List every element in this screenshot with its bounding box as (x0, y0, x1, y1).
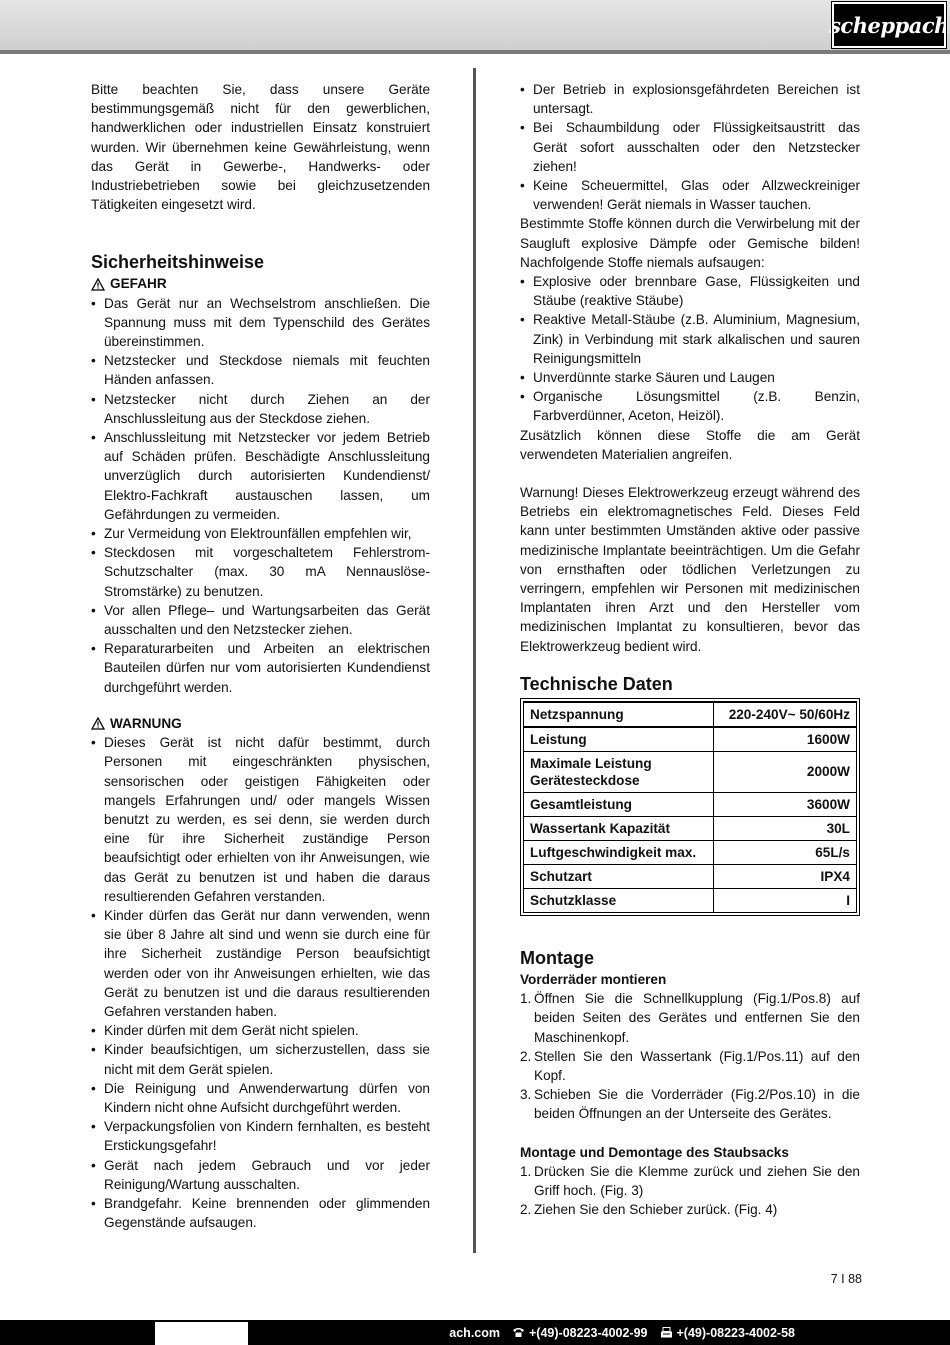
list-item: • Unverdünnte starke Säuren und Laugen (520, 370, 775, 386)
spec-label: Wassertank Kapazität (524, 816, 714, 840)
table-row (524, 888, 857, 912)
page-number: 7 I 88 (830, 1272, 862, 1286)
footer-website[interactable]: ach.com (449, 1325, 500, 1340)
list-item: • Das Gerät nur an Wechselstrom anschließen. Die Spannung muss mit dem Typenschild des Gerätes übereinstimmen. (91, 295, 430, 350)
warning-triangle-icon (91, 278, 105, 291)
operation-list (520, 80, 860, 214)
table-row (524, 840, 857, 864)
spec-label: Leistung (524, 727, 714, 752)
footer-contact (0, 1320, 950, 1345)
right-column (520, 80, 860, 1219)
list-item: 1. Drücken Sie die Klemme zurück und ziehen Sie den Griff hoch. (Fig. 3) (520, 1163, 860, 1198)
list-item: • Gerät nach jedem Gebrauch und vor jeder Reinigung/Wartung ausschalten. (91, 1157, 430, 1192)
footer-fax[interactable]: +(49)-08223-4002-58 (676, 1325, 795, 1340)
dustbag-heading: Montage und Demontage des Staubsacks (520, 1144, 789, 1160)
phone-icon (512, 1327, 525, 1338)
list-item: • Explosive oder brennbare Gase, Flüssigkeiten und Stäube (reaktive Stäube) (520, 274, 860, 309)
list-item: • Die Reinigung und Anwenderwartung dürfen von Kindern nicht ohne Aufsicht durchgeführt werden. (91, 1080, 430, 1115)
footer-fax-group (660, 1326, 796, 1340)
list-item: • Steckdosen mit vorgeschaltetem Fehlerstrom-Schutzschalter (max. 30 mA Nennauslöse-Stromstärke) zu benutzen. (91, 545, 430, 599)
danger-label: GEFAHR (110, 276, 167, 292)
list-item: • Dieses Gerät ist nicht dafür bestimmt, durch Personen mit eingeschränkten physischen, sensorischen oder geistigen Fähigkeiten oder mangels Erfahrungen und/ oder mangels Wissen benutzt zu werden, es sei denn, sie werden durch eine für ihre Sicherheit zuständige Person beaufsichtigt oder erhielten von ihr Anweisungen, wie das Gerät zu benutzen ist und haben die daraus resultierenden Gefahren verstanden. (91, 735, 430, 904)
table-row (524, 816, 857, 840)
column-divider (473, 68, 476, 1253)
spec-value: 3600W (714, 792, 857, 816)
list-item: • Zur Vermeidung von Elektrounfällen empfehlen wir, (91, 526, 412, 542)
list-item: • Kinder dürfen das Gerät nur dann verwenden, wenn sie über 8 Jahre alt sind und wenn sie durch eine für ihre Sicherheit zuständige Person beaufsichtigt werden oder von ihr Anweisungen erhielten, wie das Gerät zu benutzen ist und die daraus resultierenden Gefahren verstanden haben. (91, 907, 430, 1019)
assembly-title: Montage (520, 947, 594, 968)
list-item: 3. Schieben Sie die Vorderräder (Fig.2/Pos.10) in die beiden Öffnungen an der Unterseite des Gerätes. (520, 1087, 860, 1122)
scheppach-logo (829, 2, 949, 48)
danger-list (91, 294, 430, 697)
list-item: 1. Öffnen Sie die Schnellkupplung (Fig.1/Pos.8) auf beiden Seiten des Gerätes und entfernen Sie den Maschinenkopf. (520, 991, 860, 1045)
table-row (524, 727, 857, 752)
list-item: 2. Stellen Sie den Wassertank (Fig.1/Pos.11) auf den Kopf. (520, 1048, 860, 1083)
spec-value: 65L/s (714, 840, 857, 864)
list-item: 2. Ziehen Sie den Schieber zurück. (Fig. 4) (520, 1202, 778, 1218)
substances-note: Zusätzlich können diese Stoffe die am Gerät verwendeten Materialien angreifen. (520, 427, 860, 462)
spec-value: IPX4 (714, 864, 857, 888)
spec-label: Schutzart (524, 864, 714, 888)
em-warning-paragraph: Warnung! Dieses Elektrowerkzeug erzeugt während des Betriebs ein elektromagnetisches Feld. Dieses Feld kann unter bestimmten Umständen aktive oder passive medizinische Implantate beeinträchtigen. Um die Gefahr von ernsthaften oder tödlichen Verletzungen zu verringern, empfehlen wir Personen mit medizinischen Implantaten ihren Arzt und den Hersteller vom medizinischen Implantat zu konsultieren, bevor das Elektrowerkzeug bedient wird. (520, 485, 860, 654)
dustbag-steps (520, 1162, 860, 1220)
list-item: • Der Betrieb in explosionsgefährdeten Bereichen ist untersagt. (520, 82, 860, 117)
substances-list (520, 272, 860, 426)
spec-label: Gesamtleistung (524, 792, 714, 816)
substances-intro: Bestimmte Stoffe können durch die Verwirbelung mit der Saugluft explosive Dämpfe oder Gemische bilden! Nachfolgende Stoffe niemals aufsaugen: (520, 216, 860, 270)
footer-phone[interactable]: +(49)-08223-4002-99 (529, 1325, 648, 1340)
footer-phone-group (512, 1326, 648, 1340)
list-item: • Kinder beaufsichtigen, um sicherzustellen, dass sie nicht mit dem Gerät spielen. (91, 1042, 430, 1077)
list-item: • Vor allen Pflege– und Wartungsarbeiten das Gerät ausschalten und den Netzstecker ziehen. (91, 602, 430, 638)
table-row (524, 792, 857, 816)
list-item: • Reparaturarbeiten und Arbeiten an elektrischen Bauteilen dürfen nur vom autorisierten Kundendienst durchgeführt werden. (91, 641, 430, 695)
list-item: • Keine Scheuermittel, Glas oder Allzweckreiniger verwenden! Gerät niemals in Wasser tauchen. (520, 178, 860, 213)
list-item: • Reaktive Metall-Stäube (z.B. Aluminium, Magnesium, Zink) in Verbindung mit stark alkalischen und sauren Reinigungsmitteln (520, 312, 860, 366)
safety-title: Sicherheitshinweise (91, 252, 265, 273)
spec-value: 30L (714, 816, 857, 840)
list-item: • Kinder dürfen mit dem Gerät nicht spielen. (91, 1023, 359, 1039)
intro-paragraph: Bitte beachten Sie, dass unsere Geräte bestimmungsgemäß nicht für den gewerblichen, handwerklichen oder industriellen Einsatz konstruiert wurden. Wir übernehmen keine Gewährleistung, wenn das Gerät in Gewerbe-, Handwerks- oder Industriebetrieben sowie bei gleichzusetzenden Tätigkeiten eingesetzt wird. (91, 82, 430, 213)
tech-data-title: Technische Daten (520, 673, 673, 694)
spec-label: Schutzklasse (524, 888, 714, 912)
list-item: • Netzstecker und Steckdose niemals mit feuchten Händen anfassen. (91, 353, 430, 388)
list-item: • Brandgefahr. Keine brennenden oder glimmenden Gegenstände aufsaugen. (91, 1195, 430, 1231)
danger-heading (91, 274, 430, 293)
list-item: • Organische Lösungsmittel (z.B. Benzin, Farbverdünner, Aceton, Heizöl). (520, 389, 860, 424)
warning-label: WARNUNG (110, 715, 182, 731)
warning-triangle-icon (91, 717, 105, 730)
warning-list (91, 733, 430, 1232)
left-column (91, 80, 430, 1232)
table-row (524, 702, 857, 727)
spec-label: Maximale Leistung Gerätesteckdose (524, 751, 714, 792)
tech-data-table-frame (520, 698, 860, 916)
list-item: • Bei Schaumbildung oder Flüssigkeitsaustritt das Gerät sofort ausschalten oder den Netzstecker ziehen! (520, 120, 860, 174)
spec-value: 2000W (714, 751, 857, 792)
logo-text: scheppach (829, 12, 949, 38)
list-item: • Netzstecker nicht durch Ziehen an der Anschlussleitung aus der Steckdose ziehen. (91, 391, 430, 426)
list-item: • Verpackungsfolien von Kindern fernhalten, es besteht Erstickungsgefahr! (91, 1119, 430, 1154)
spec-value: 1600W (714, 727, 857, 752)
table-row (524, 864, 857, 888)
front-wheels-steps (520, 989, 860, 1123)
tech-data-table (523, 701, 857, 913)
list-item: • Anschlussleitung mit Netzstecker vor jedem Betrieb auf Schäden prüfen. Beschädigte Anschlussleitung unverzüglich durch autorisierten Kundendienst/ Elektro-Fachkraft austauschen lassen, um Gefährdungen zu vermeiden. (91, 430, 430, 522)
warning-heading (91, 714, 430, 733)
front-wheels-heading: Vorderräder montieren (520, 971, 667, 987)
header-shadow (0, 50, 950, 54)
fax-icon (660, 1327, 673, 1338)
header-bar (0, 0, 950, 50)
spec-label: Netzspannung (524, 702, 714, 727)
table-row (524, 751, 857, 792)
spec-label: Luftgeschwindigkeit max. (524, 840, 714, 864)
spec-value: I (714, 888, 857, 912)
spec-value: 220-240V~ 50/60Hz (714, 702, 857, 727)
